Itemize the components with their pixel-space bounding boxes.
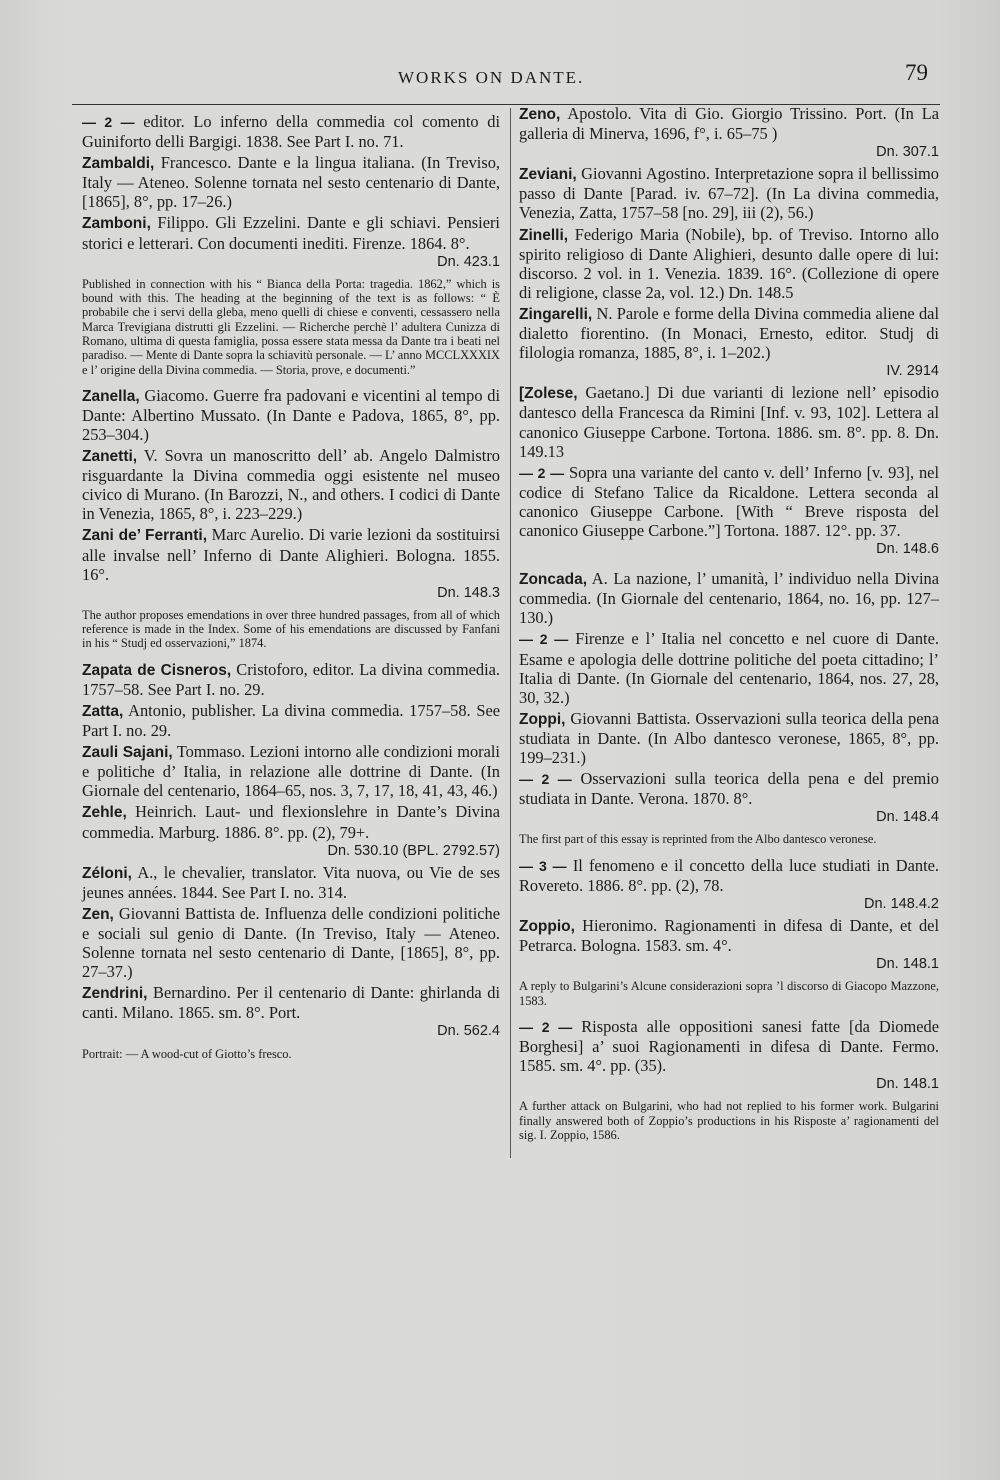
- entry-text: Cristoforo, editor. La divina commedia. 1757–58. See Part I. no. 29.: [82, 659, 501, 699]
- shelf-mark: Dn. 562.4: [437, 1023, 500, 1040]
- entry-text: Risposta alle oppositioni sanesi fatte [da Diomede Borghesi] a’ suoi Ragionamenti in difesa di Dante. Fermo. 1585. sm. 4°. pp. (35).: [519, 1016, 939, 1076]
- note-text: A further attack on Bulgarini, who had not replied to his former work. Bulgarini finally answered both of Zoppio’s productions in his Risposte a’ ragionamenti del sig. I. Zoppio, 1586.: [519, 1099, 939, 1142]
- entry-heading: Zamboni,: [82, 215, 151, 233]
- shelf-mark: Dn. 307.1: [876, 144, 939, 161]
- bibliographic-entry: [82, 213, 500, 271]
- entry-heading: Zeviani,: [519, 166, 577, 184]
- entry-heading: Zinelli,: [519, 226, 569, 244]
- entry-heading: Zanella,: [82, 387, 140, 405]
- entry-heading: Zani de’ Ferranti,: [82, 527, 208, 545]
- entry-heading: Zatta,: [82, 702, 124, 720]
- shelf-mark: Dn. 148.1: [876, 956, 939, 973]
- entry-heading: Zoppio,: [519, 917, 575, 935]
- bibliographic-note: [82, 1047, 500, 1061]
- entry-text: Sopra una variante del canto v. dell’ Inferno [v. 93], nel codice di Stefano Talice da Ricaldone. Lettera seconda al canonico Giuseppe Carbone. [With “ Breve risposta del canonico Giuseppe Carbone.”] Tortona. 1887. 12°. pp. 37.: [519, 462, 939, 540]
- entry-text: V. Sovra un manoscritto dell’ ab. Angelo Dalmistro risguardante la Divina commedia oggi esistente nel museo civico di Murano. (In Barozzi, N., and others. I codici di Dante in Venezia, 1865, 8°, i. 223–229.): [82, 446, 500, 524]
- entry-text: N. Parole e forme della Divina commedia aliene dal dialetto fiorentino. (In Monaci, Ernesto, editor. Studj di filologia romanza, 1885, 8°, i. 1–202.): [519, 303, 939, 363]
- bibliographic-entry: [519, 769, 939, 827]
- entry-heading: Zéloni,: [82, 864, 132, 882]
- entry-heading: — 2 —: [519, 464, 565, 481]
- right-column: [519, 104, 939, 1151]
- bibliographic-entry: [519, 164, 939, 222]
- bibliographic-entry: [519, 304, 939, 381]
- entry-heading: — 2 —: [82, 114, 135, 130]
- entry-text: Marc Aurelio. Di varie lezioni da sostituirsi alle invalse nell’ Inferno di Dante Alighieri. Bologna. 1855. 16°.: [82, 525, 500, 584]
- entry-heading: Zingarelli,: [519, 305, 593, 323]
- entry-heading: Zanetti,: [82, 448, 138, 466]
- entry-text: Filippo. Gli Ezzelini. Dante e gli schiavi. Pensieri storici e letterari. Con documenti inediti. Firenze. 1864. 8°.: [82, 213, 500, 253]
- entry-heading: Zoncada,: [519, 571, 588, 589]
- note-text: A reply to Bulgarini’s Alcune considerazioni sopra ’l discorso di Giacopo Mazzone, 1583.: [519, 979, 939, 1008]
- bibliographic-entry: [82, 153, 500, 211]
- entry-text: Bernardino. Per il centenario di Dante: ghirlanda di canti. Milano. 1865. sm. 8°. Port.: [82, 983, 500, 1023]
- bibliographic-entry: [519, 856, 939, 914]
- bibliographic-entry: [519, 916, 939, 974]
- entry-text: Il fenomeno e il concetto della luce studiati in Dante. Rovereto. 1886. 8°. pp. (2), 78.: [519, 855, 939, 895]
- bibliographic-note: [519, 1099, 939, 1142]
- shelf-mark: IV. 2914: [886, 363, 939, 380]
- shelf-mark: Dn. 148.6: [876, 541, 939, 558]
- entry-text: Gaetano.] Di due varianti di lezione nell’ episodio dantesco della Francesca da Rimini [Inf. v. 93, 102]. Lettera al canonico Giuseppe Carbone. Tortona. 1886. sm. 8°. pp. 8. Dn. 149.13: [519, 383, 939, 461]
- bibliographic-entry: [82, 660, 500, 699]
- entry-heading: Zapata de Cisneros,: [82, 661, 232, 679]
- entry-heading: Zeno,: [519, 106, 561, 123]
- bibliographic-entry: [82, 525, 500, 602]
- entry-text: Hieronimo. Ragionamenti in difesa di Dante, et del Petrarca. Bologna. 1583. sm. 4°.: [519, 915, 939, 956]
- bibliographic-entry: [519, 463, 939, 559]
- left-column: [82, 112, 500, 1070]
- entry-text: Giovanni Agostino. Interpretazione sopra il bellissimo passo di Dante [Parad. iv. 67–72]. (In La divina commedia, Venezia, Zatta, 1757–58 [no. 29], iii (2), 56.): [519, 164, 939, 223]
- entry-heading: Zauli Sajani,: [82, 744, 173, 762]
- bibliographic-entry: [82, 112, 500, 151]
- entry-text: A., le chevalier, translator. Vita nuova, ou Vie de ses jeunes années. 1844. See Part I. no. 314.: [82, 862, 500, 902]
- entry-heading: Zoppi,: [519, 710, 566, 728]
- shelf-mark: Dn. 148.4.2: [864, 895, 939, 912]
- entry-heading: Zendrini,: [82, 985, 148, 1003]
- bibliographic-entry: [519, 225, 939, 302]
- bibliographic-entry: [82, 983, 500, 1041]
- entry-text: editor. Lo inferno della commedia col comento di Guiniforto delli Bargigi. 1838. See Part I. no. 71.: [82, 112, 500, 152]
- bibliographic-entry: [519, 1017, 939, 1094]
- note-text: The author proposes emendations in over three hundred passages, from all of which reference is made in the Index. Some of his emendations are discussed by Fanfani in his “ Studj ed osservazioni,” 1874.: [82, 607, 500, 651]
- bibliographic-entry: [82, 904, 500, 981]
- running-head: WORKS ON DANTE.: [398, 68, 585, 87]
- bibliographic-entry: [82, 742, 500, 800]
- column-divider: [510, 108, 511, 1158]
- bibliographic-entry: [82, 386, 500, 444]
- entry-heading: Zen,: [82, 905, 114, 923]
- bibliographic-note: [82, 608, 500, 651]
- shelf-mark: Dn. 148.1: [876, 1076, 939, 1093]
- note-text: Published in connection with his “ Bianca della Porta: tragedia. 1862,” which is bound with this. The heading at the beginning of the text is as follows: “ È probabile che i servi della gleba, meno quelli di chiese e conventi, cessassero nella Marca Trevigiana distrutti gli Ezzelini. — Richerche perchè l’ adultera Cunizza di Romano, ultima di questa famiglia, possa essere stata messa da Dante tra i beati nel paradiso. — Mente di Dante sopra la schiavitù personale. — L’ anno MCCLXXXIX e l’ origine della Divina commedia. — Storia, prove, e documenti.”: [82, 276, 500, 377]
- entry-text: Giovanni Battista. Osservazioni sulla teorica della pena studiata in Dante. (In Albo dantesco veronese, 1865, 8°, pp. 199–231.): [519, 708, 939, 767]
- entry-text: Francesco. Dante e la lingua italiana. (In Treviso, Italy — Ateneo. Solenne tornata nel sesto centenario di Dante, [1865], 8°, pp. 17–26.): [82, 153, 500, 212]
- entry-heading: [Zolese,: [519, 385, 578, 403]
- shelf-mark: Dn. 423.1: [437, 253, 500, 270]
- bibliographic-entry: [519, 569, 939, 627]
- bibliographic-entry: [82, 701, 500, 740]
- entry-text: Giacomo. Guerre fra padovani e vicentini al tempo di Dante: Albertino Mussato. (In Dante e Padova, 1865, 8°, pp. 253–304.): [82, 385, 500, 445]
- entry-heading: — 2 —: [519, 1018, 573, 1035]
- bibliographic-entry: [519, 383, 939, 460]
- bibliographic-entry: [519, 629, 939, 706]
- bibliographic-entry: [519, 709, 939, 767]
- entry-heading: — 2 —: [519, 631, 569, 648]
- entry-text: Antonio, publisher. La divina commedia. 1757–58. See Part I. no. 29.: [82, 700, 500, 741]
- entry-heading: Zambaldi,: [82, 155, 155, 173]
- entry-text: Heinrich. Laut- und flexionslehre in Dante’s Divina commedia. Marburg. 1886. 8°. pp. (2), 79+.: [82, 802, 500, 842]
- bibliographic-entry: [82, 802, 500, 860]
- note-text: Portrait: — A wood-cut of Giotto’s fresco.: [82, 1046, 292, 1061]
- entry-text: Firenze e l’ Italia nel concetto e nel cuore di Dante. Esame e apologia delle dottrine politiche del poeta cittadino; l’ Italia di Dante. (In Giornale del centenario, 1864, nos. 27, 28, 30, 32.): [519, 629, 939, 707]
- entry-text: Apostolo. Vita di Gio. Giorgio Trissino. Port. (In La galleria di Minerva, 1696, f°, i. 65–75 ): [519, 104, 939, 144]
- entry-text: A. La nazione, l’ umanità, l’ individuo nella Divina commedia. (In Giornale del centenario, 1864, no. 16, pp. 127–130.): [519, 569, 939, 628]
- shelf-mark: Dn. 148.3: [437, 584, 500, 601]
- entry-heading: — 2 —: [519, 771, 572, 788]
- entry-text: Osservazioni sulla teorica della pena e del premio studiata in Dante. Verona. 1870. 8°.: [519, 769, 939, 809]
- bibliographic-note: [519, 979, 939, 1008]
- entry-heading: — 3 —: [519, 857, 567, 874]
- entry-text: Federigo Maria (Nobile), bp. of Treviso. Intorno allo spirito religioso di Dante Alighieri, desunto dalle opere di lui: discorso. 2 vol. in 1. Venezia. 1839. 16°. (Collezione di opere di religione, classe 2a, vol. 12.) Dn. 148.5: [519, 224, 939, 302]
- shelf-mark: Dn. 148.4: [876, 809, 939, 826]
- entry-text: Giovanni Battista de. Influenza delle condizioni politiche e sociali sul genio di Dante. (In Treviso, Italy — Ateneo. Solenne tornata nel sesto centenario di Dante, [1865], 8°, pp. 27–37.): [82, 903, 500, 982]
- spacer: [519, 561, 939, 569]
- bibliographic-entry: [82, 446, 500, 523]
- entry-heading: Zehle,: [82, 804, 127, 822]
- bibliographic-note: [82, 277, 500, 377]
- bibliographic-entry: [82, 863, 500, 902]
- shelf-mark: Dn. 530.10 (BPL. 2792.57): [327, 842, 500, 859]
- entry-text: Tommaso. Lezioni intorno alle condizioni morali e politiche d’ Italia, in relazione alle dottrine di Dante. (In Giornale del centenario, 1864–65, nos. 3, 7, 17, 18, 41, 43, 46.): [82, 742, 500, 801]
- page-number: 79: [905, 60, 928, 85]
- bibliographic-entry: [519, 104, 939, 162]
- note-text: The first part of this essay is reprinted from the Albo dantesco veronese.: [519, 832, 877, 847]
- bibliographic-note: [519, 832, 939, 846]
